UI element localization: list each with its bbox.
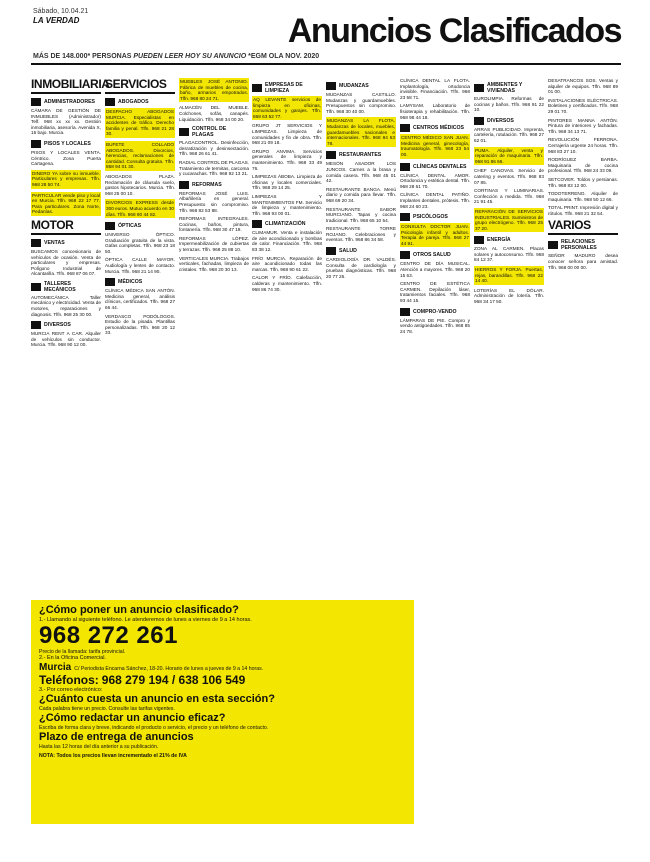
subsection-marker-icon (179, 181, 189, 189)
classified-ad: CLIMAMUR. Venta e instalación de aire acondicionado y bombas de calor. Financiación. Tlfn. 968 83 38 12. (252, 230, 322, 253)
classifieds-column (179, 78, 249, 600)
subsection-heading (252, 220, 322, 228)
classified-ad: ZONA AL CARMEN. Placas solares y autoconsumo. Tlfn. 968 84 12 37. (474, 246, 544, 263)
subsection-heading (474, 82, 544, 94)
section-heading: VARIOS (548, 219, 618, 235)
subsection-heading (252, 82, 322, 94)
info-office (39, 662, 406, 673)
info-step-2: 2.- En la Oficina Comercial. (39, 655, 106, 662)
classified-ad: PISOS Y LOCALES VENTA. Céntrico. Zona Puerta Cartagena. (31, 149, 101, 167)
subsection-marker-icon (548, 241, 558, 249)
classified-ad: CARDIOLOGÍA DR. VALDÉS. Consulta de cardiología y pruebas diagnósticas. Tlfn. 968 20 77 25. (326, 257, 396, 279)
classified-ad: REFORMAS LÓPEZ. Impermeabilización de cubiertas y terrazas. Tlfn. 968 25 88 10. (179, 235, 249, 253)
info-phone-note: Precio de la llamada: tarifa provincial. (39, 649, 126, 656)
subsection-label: ADMINISTRADORES (44, 99, 96, 105)
info-cost-text: Cada palabra tiene un precio. Consulte las tarifas vigentes. (39, 705, 175, 712)
subsection-label: DIVERSOS (487, 117, 514, 124)
tagline-main: PUEDEN LEER HOY SU ANUNCIO (133, 53, 247, 60)
subsection-heading (474, 117, 544, 125)
classified-ad: CLÍNICA DENTAL AMOR. Ortodoncia y estética dental. Tlfn. 968 28 61 70. (400, 172, 470, 189)
subsection-label: DIVERSOS (44, 322, 71, 329)
subsection-heading (474, 236, 544, 244)
classified-ad: UNIVERSO ÓPTICO. Graduación gratuita de la vista. Gafas completas. Tlfn. 968 23 18 50. (105, 232, 175, 254)
subsection-heading (400, 163, 470, 171)
classified-ad: INSTALACIONES ELÉCTRICAS. Boletines y certificados. Tlfn. 968 29 01 70. (548, 97, 618, 114)
subsection-marker-icon (326, 247, 336, 255)
classified-ad: PINTORES MANNA ANTÓN. Pintura de interiores y fachadas. Tlfn. 968 34 13 71. (548, 117, 618, 134)
section-heading: INMOBILIARIA (31, 78, 101, 94)
subsection-heading (31, 98, 101, 106)
info-title-cost: ¿Cuánto cuesta un anuncio en esta sección? (39, 692, 275, 705)
subsection-marker-icon (31, 283, 41, 291)
classified-ad: MESÓN ASADOR LOS JUNCOS. Carnes a la brasa y comida casera. Tlfn. 968 45 01 42. (326, 161, 396, 184)
classified-ad: BUFETE COLLADO ABOGADOS. Divorcios, herencias, reclamaciones de cantidad. Consulta gratuita. Tlfn. 868 94 01 30. (106, 141, 174, 170)
info-title-how: ¿Cómo poner un anuncio clasificado? (39, 604, 239, 616)
subsection-label: ÓPTICAS (118, 223, 142, 230)
subsection-marker-icon (400, 251, 410, 259)
classified-ad: RODRÍGUEZ BARBA. Maquinaria de cocina profesional. Tlfn. 968 24 33 09. (548, 157, 618, 174)
subsection-heading (400, 251, 470, 259)
classified-ad: DESATRANCOS SOS. Ventas y alquiler de equipos. Tlfn. 968 89 01 00. (548, 78, 618, 95)
classified-ad: MUEBLES JOSÉ ANTONIO. Fábrica de muebles de cocina, baño, armarios empotrados. Tlfn. 968 80 24 71. (180, 79, 248, 101)
subsection-heading (179, 181, 249, 189)
subsection-label: MÉDICOS (118, 279, 143, 286)
classified-ad: HIERROS Y FORJA. Puertas, rejas, barandillas. Tlfn. 968 22 14 40. (475, 267, 543, 284)
subsection-label: MUDANZAS (339, 83, 369, 89)
subsection-marker-icon (252, 84, 262, 92)
subsection-marker-icon (400, 213, 410, 221)
subsection-marker-icon (400, 163, 410, 171)
info-tel-label: Teléfonos: (39, 672, 99, 687)
classified-ad: RADIAL CONTROL DE PLAGAS. Tratamiento de termitas, carcoma y cucarachas. Tlfn. 968 92 13 21. (179, 159, 249, 177)
subsection-heading (31, 239, 101, 247)
subsection-label: RELACIONES PERSONALES (561, 239, 597, 252)
classified-ad: REFORMAS JOSÉ LUIS. Albañilería en general. Presupuesto sin compromiso. Tlfn. 968 82 53 88. (179, 190, 249, 213)
classified-ad: BUSCAMOS concesionario de vehículos de ocasión. Venta de particulares y empresas. Polígono Industrial de Alcantarilla. Tlfn. 968 87 06 07. (31, 248, 101, 277)
subsection-heading (400, 308, 470, 316)
info-tips-text: Escriba de forma clara y breve, indicando el producto o servicio, el precio y un teléfono de contacto. (39, 724, 269, 731)
info-office-address: C/ Periodista Encarna Sánchez, 18-20. Horario de lunes a jueves de 9 a 14 horas. (74, 665, 264, 672)
section-heading: MOTOR (31, 219, 101, 235)
subsection-marker-icon (474, 117, 484, 125)
classified-ad: RESTAURANTE TORRE ROJANO. Celebraciones y eventos. Tlfn. 968 86 34 58. (326, 226, 396, 243)
subsection-marker-icon (179, 128, 189, 136)
classifieds-column (252, 78, 322, 600)
subsection-marker-icon (474, 84, 484, 92)
subsection-heading (105, 278, 175, 286)
classified-ad: MUDANZAS LA FLOTA. Mudanzas de locales, muebles, guardamuebles nacionales e internacionales. Tlfn. 968 84 63 78. (327, 118, 395, 146)
classified-ad: LÁMPARAS DE PIE. Compro y vendo antigüedades. Tlfn. 968 85 24 78. (400, 317, 470, 334)
classified-ad: CORTINAS Y LUMINARIAS. Confección a medida. Tlfn. 968 21 91 45. (474, 188, 544, 205)
classified-ad: GRUPO JT SERVICIOS Y LIMPIEZAS. Limpieza de comunidades y fin de obra. Tlfn. 968 21 09 18. (252, 123, 322, 146)
classified-ad: AQ LEVANTE servicios de limpieza en oficinas, comunidades y garajes. Tlfn. 868 63 52 77. (253, 97, 321, 119)
classified-ad: LIMPIEZAS ÁBOBA. Limpieza de oficinas y locales comerciales. Tlfn. 968 29 14 25. (252, 174, 322, 191)
subsection-heading (326, 247, 396, 255)
subsection-label: EMPRESAS DE LIMPIEZA (265, 82, 303, 94)
subsection-label: RESTAURANTES (339, 152, 382, 159)
classified-ad: CENTRO DE ESTÉTICA CARMEN. Depilación láser, tratamientos faciales. Tlfn. 968 93 44 15. (400, 281, 470, 304)
classified-ad: DESPACHO ABOGADOS MURCIA. Especialistas en accidentes de tráfico. Derecho familia y penal. Tlfn. 968 21 28 30. (106, 109, 174, 137)
classified-ad: MURCIA RENT A CAR. Alquiler de vehículos sin conductor. Murcia. Tlfn. 968 90 12 00. (31, 331, 101, 348)
classified-ad: REPARACIÓN DE SERVICIOS INDUSTRIALES. Suministros de grupo electrógeno. Tlfn. 968 25 37 20. (475, 208, 543, 231)
subsection-heading (31, 321, 101, 329)
classifieds-column (326, 78, 396, 600)
header-rule (31, 63, 621, 65)
classified-ad: RESTAURANTE BANGA. Menú diario y comida para llevar. Tlfn. 968 69 20 34. (326, 186, 396, 203)
subsection-heading (326, 151, 396, 159)
subsection-label: VENTAS (44, 239, 65, 246)
section-heading: SERVICIOS (105, 78, 175, 94)
info-office-city: Murcia (39, 661, 72, 673)
tagline-prefix: MÁS DE 148.000* PERSONAS (33, 53, 132, 60)
issue-date: Sábado, 10.04.21 (33, 8, 89, 15)
info-step-1: 1.- Llamando al siguiente teléfono. Le atenderemos de lunes a viernes de 9 a 14 horas. (39, 617, 252, 623)
info-telephones (39, 673, 406, 687)
subsection-heading (31, 140, 101, 148)
subsection-marker-icon (400, 124, 410, 132)
classified-ad: REFORMAS INTEGRALES. Cocinas, baños, pintura, fontanería. Tlfn. 968 30 47 19. (179, 216, 249, 233)
classified-ad: CALOR Y FRÍO. Calefacción, calderas y mantenimiento. Tlfn. 968 86 74 30. (252, 275, 322, 292)
info-deadline-text: Hasta las 12 horas del día anterior a su publicación. (39, 743, 159, 750)
subsection-label: CONTROL DE PLAGAS (192, 126, 227, 139)
subsection-marker-icon (31, 98, 41, 106)
page-title: Anuncios Clasificados (287, 12, 621, 50)
classified-ad: VERDASCO PODÓLOGOS. Estudio de la pisada. Plantillas personalizadas. Tlfn. 968 20 12 33. (105, 313, 175, 336)
masthead (31, 6, 621, 64)
classified-ad: DIVORCIOS EXPRESS desde 300 euros. Mutuo acuerdo en 30 días. Tlfn. 968 90 44 82. (106, 200, 174, 217)
classified-ad: CENTRO MÉDICO SAN JUAN. Medicina general, ginecología, traumatología. Tlfn. 968 23 54 00. (401, 135, 469, 157)
subsection-heading (326, 82, 396, 90)
classified-ad: PLAGACONTROL. Desinfección, desratización y desinsectación. Tlfn. 968 26 61 41. (179, 140, 249, 157)
classified-ad: FRÍO MURCIA. Reparación de aire acondicionado todas las marcas. Tlfn. 968 90 61 22. (252, 255, 322, 272)
classified-ad: CONSULTA DOCTOR JUAN. Psicología infantil y adultos. Terapia de pareja. Tlfn. 968 27 44 91. (401, 224, 469, 246)
info-tel-numbers[interactable]: 968 279 194 / 638 106 549 (101, 672, 246, 687)
subsection-marker-icon (252, 220, 262, 228)
classified-ad: DINERO YA sobre su inmueble. Particulares y empresas. Tlfn. 968 28 50 74. (32, 170, 100, 187)
classified-ad: CENTRO DE DÍA MUSICAL. Atención a mayores. Tlfn. 968 20 15 63. (400, 261, 470, 278)
classified-ad: CLÍNICA DENTAL PATIÑO. Implantes dentales, prótesis. Tlfn. 968 24 60 23. (400, 192, 471, 209)
classified-ad: ARRAS PUBLICIDAD. Imprenta, cartelería, rotulación. Tlfn. 968 27 62 01. (474, 126, 544, 143)
classified-ad: ABOGADOS PLAZA. Reclamación de cláusula suelo, gastos hipotecarios. Murcia. Tlfn. 968 25 00 10. (105, 173, 175, 196)
classified-ad: EUROLIMPIA. Reformas de cocinas y baños. Tlfn. 968 91 22 10. (474, 96, 544, 113)
readership-tagline (33, 53, 319, 60)
subsection-marker-icon (474, 236, 484, 244)
classified-ad: CHEF CANOVAS. Servicio de catering y eventos. Tlfn. 968 83 07 85. (474, 168, 544, 185)
tagline-suffix: *EGM OLA NOV. 2020 (248, 53, 320, 60)
subsection-label: TALLERES MECÁNICOS (44, 280, 76, 293)
subsection-marker-icon (31, 239, 41, 247)
newspaper-name: LA VERDAD (33, 16, 80, 25)
classified-ad: LAMYSAM. Laboratorio de fisioterapia y rehabilitación. Tlfn. 968 98 44 18. (400, 103, 470, 120)
classified-ad: CÁMARA DE GESTIÓN DE INMUEBLES (Administrador) Telf. 968 xx xx xx. Gestión inmobiliaria, asesoría. Avenida X, 15 bajo. Murcia. (31, 108, 101, 136)
subsection-label: REFORMAS (192, 181, 222, 188)
subsection-marker-icon (105, 278, 115, 286)
classified-ad: SEÑOR MADURO desea conocer señora para amistad. Tlfn. 968 00 00 00. (548, 253, 618, 270)
subsection-label: PISOS Y LOCALES (44, 140, 91, 147)
classifieds-column (548, 78, 618, 862)
classified-ad: PUMA. Alquiler, venta y reparación de maquinaria. Tlfn. 968 91 86 66. (475, 147, 543, 164)
subsection-marker-icon (326, 82, 336, 90)
classified-ad: REVOLUCIÓN FERRONA. Cerrajería urgente 24 horas. Tlfn. 968 83 27 10. (548, 137, 618, 154)
subsection-marker-icon (105, 98, 115, 106)
info-phone[interactable]: 968 272 261 (39, 622, 178, 650)
subsection-marker-icon (31, 321, 41, 329)
subsection-heading (179, 126, 249, 138)
classified-ad: AUTOMECÁNICA Taller mecánico y electricidad. Venta de motores, reparaciones y diagnosis. Tlfn. 968 25 30 00. (31, 294, 101, 317)
subsection-marker-icon (400, 308, 410, 316)
info-title-deadline: Plazo de entrega de anuncios (39, 730, 194, 743)
subsection-label: CLÍNICAS DENTALES (413, 163, 467, 170)
classified-ad: ÓPTICA CALLE MAYOR. Audiología y lentes de contacto. Murcia. Tlfn. 968 21 14 90. (105, 257, 175, 274)
info-vat-note: NOTA: Todos los precios llevan incrementado el 21% de IVA (39, 752, 187, 759)
subsection-marker-icon (31, 140, 41, 148)
subsection-heading (31, 281, 101, 293)
subsection-label: SALUD (339, 248, 357, 255)
how-to-advertise-box (31, 600, 414, 824)
classified-ad: CLÍNICA MÉDICA SAN ANTÓN. Medicina general, análisis clínicos, certificados. Tlfn. 968 27 66 44. (105, 288, 175, 311)
subsection-label: COMPRO-VENDO (413, 308, 457, 315)
classified-ad: TODOTERRENO. Alquiler de maquinaria. Tlfn. 968 50 12 66. (548, 191, 618, 202)
subsection-label: OTROS SALUD (413, 252, 451, 259)
subsection-marker-icon (105, 222, 115, 230)
subsection-label: PSICÓLOGOS (413, 214, 448, 221)
classified-ad: PARTICULAR vende piso y local en Murcia. Tlfn. 968 22 17 77. Para particulares. Zona Norte, Pedanías. (32, 192, 100, 215)
subsection-heading (400, 124, 470, 132)
subsection-label: CENTROS MÉDICOS (413, 125, 465, 132)
subsection-heading (105, 98, 175, 106)
classified-ad: SETCOVER. Toldos y persianas. Tlfn. 968 83 12 00. (548, 176, 618, 188)
info-step-3: 3.- Por correo electrónico: (39, 686, 103, 693)
info-title-tips: ¿Cómo redactar un anuncio eficaz? (39, 711, 226, 724)
subsection-heading (400, 213, 470, 221)
subsection-label: ABOGADOS (118, 99, 149, 105)
classified-ad: MUDANZAS CASTILLO. Mudanzas y guardamuebles. Presupuestos sin compromiso. Tlfn. 968 30 40 00. (326, 92, 396, 114)
classified-ad: ALMACÉN DEL MUEBLE. Colchones, sofás, canapés. Liquidación. Tlfn. 968 34 00 20. (179, 105, 249, 122)
subsection-label: CLIMATIZACIÓN (265, 221, 306, 228)
subsection-marker-icon (326, 151, 336, 159)
classified-ad: LIMPIEZAS Y MANTENIMIENTOS FM. Servicio de limpieza y mantenimiento. Tlfn. 968 93 00 01. (252, 193, 322, 216)
subsection-heading (548, 239, 618, 251)
classifieds-column (474, 78, 544, 862)
classified-ad: TOTAL PRINT. Impresión digital y rótulos. Tlfn. 968 21 32 54. (548, 205, 618, 216)
classified-ad: CLÍNICA DENTAL LA FLOTA. Implantología, ortodoncia invisible. Financiación. Tlfn. 968 23 58 71. (400, 78, 470, 100)
classified-ad: LOTERÍAS EL DÓLAR. Administración de lotería. Tlfn. 968 34 17 50. (474, 287, 544, 305)
subsection-label: AMBIENTES Y VIVIENDAS (487, 82, 523, 94)
classified-ad: VERTICALES MURCIA. Trabajos verticales, fachadas, limpieza de cristales. Tlfn. 968 20 30 13. (179, 255, 249, 272)
subsection-label: ENERGÍA (487, 237, 511, 244)
classified-ad: GRUPO ANVIMA. Servicios generales de limpieza y mantenimiento. Tlfn. 968 33 49 76. (252, 148, 322, 171)
subsection-heading (105, 222, 175, 230)
classified-ad: RESTAURANTE SABOR MURCIANO. Tapas y cocina tradicional. Tlfn. 968 65 10 54. (326, 206, 396, 223)
